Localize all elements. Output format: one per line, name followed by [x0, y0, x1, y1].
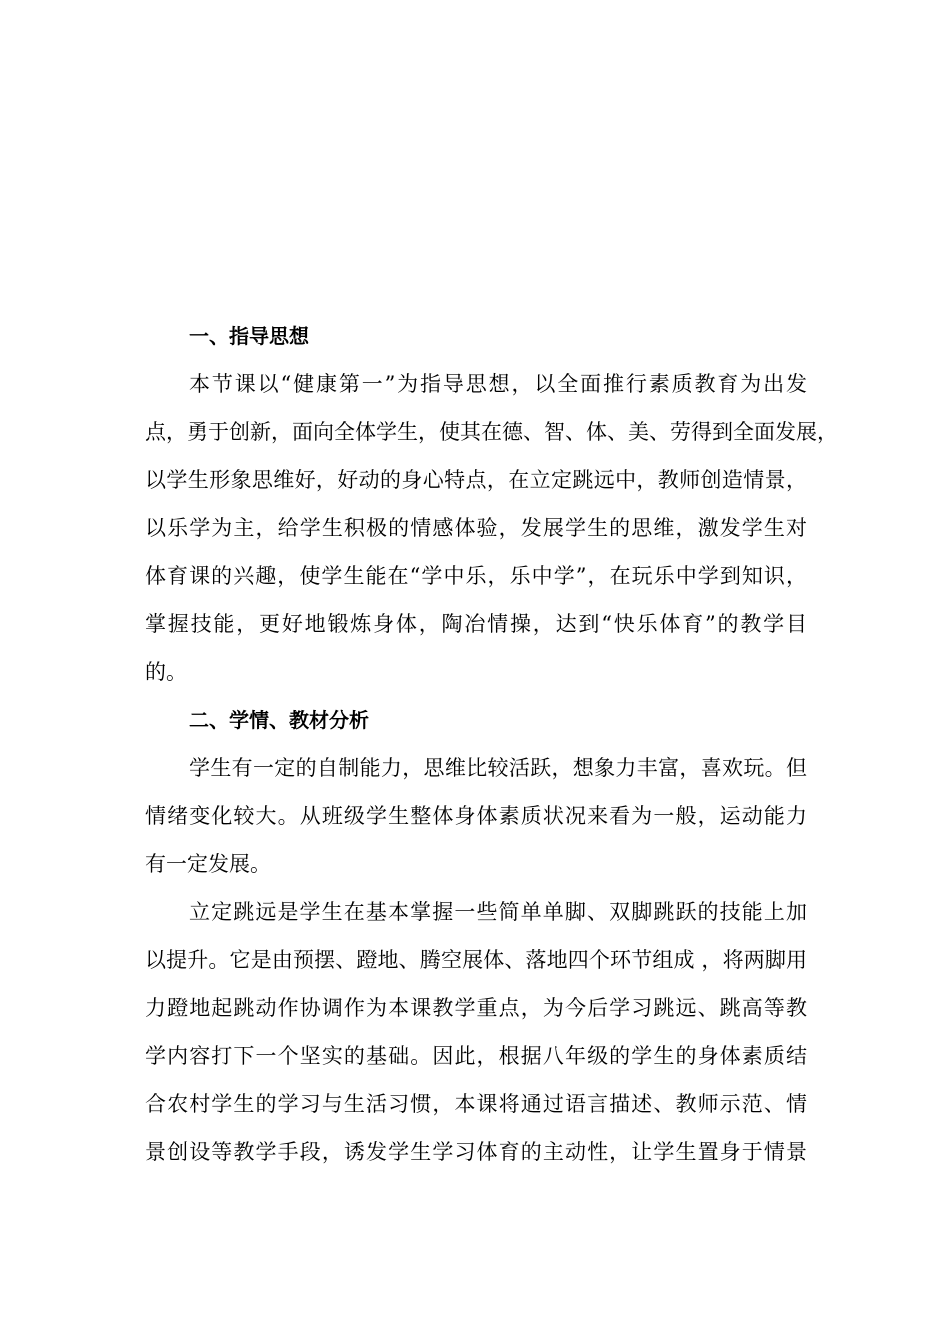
- paragraph-line: 以乐学为主，给学生积极的情感体验，发展学生的思维，激发学生对: [145, 516, 807, 540]
- paragraph-student-analysis: [145, 744, 807, 888]
- section-heading-analysis: 二、学情、教材分析: [189, 708, 369, 732]
- paragraph-line: 景创设等教学手段，诱发学生学习体育的主动性，让学生置身于情景: [145, 1140, 807, 1164]
- paragraph-material-analysis: [145, 888, 807, 1176]
- paragraph-line: 情绪变化较大。从班级学生整体身体素质状况来看为一般，运动能力: [145, 804, 807, 828]
- paragraph-guiding-thought: [145, 360, 838, 696]
- paragraph-line: 掌握技能，更好地锻炼身体，陶冶情操，达到“快乐体育”的教学目: [145, 612, 807, 636]
- paragraph-line: 立定跳远是学生在基本掌握一些简单单脚、双脚跳跃的技能上加: [189, 900, 807, 924]
- paragraph-line: 合农村学生的学习与生活习惯，本课将通过语言描述、教师示范、情: [145, 1092, 807, 1116]
- paragraph-line: 的。: [145, 660, 187, 684]
- paragraph-line: 有一定发展。: [145, 852, 271, 876]
- paragraph-line: 学内容打下一个坚实的基础。因此，根据八年级的学生的身体素质结: [145, 1044, 807, 1068]
- document-page: [145, 312, 838, 1176]
- paragraph-line: 学生有一定的自制能力，思维比较活跃，想象力丰富，喜欢玩。但: [189, 756, 807, 780]
- paragraph-line: 力蹬地起跳动作协调作为本课教学重点，为今后学习跳远、跳高等教: [145, 996, 807, 1020]
- paragraph-line: 以学生形象思维好，好动的身心特点，在立定跳远中，教师创造情景，: [145, 468, 807, 492]
- paragraph-line: 本节课以“健康第一”为指导思想，以全面推行素质教育为出发: [189, 372, 807, 396]
- paragraph-line: 体育课的兴趣，使学生能在“学中乐，乐中学”，在玩乐中学到知识，: [145, 564, 807, 588]
- section-heading-guiding-thought: 一、指导思想: [189, 324, 309, 348]
- paragraph-line: 点，勇于创新，面向全体学生，使其在德、智、体、美、劳得到全面发展，: [145, 420, 838, 444]
- paragraph-line: 以提升。它是由预摆、蹬地、腾空展体、落地四个环节组成 ，将两脚用: [145, 948, 807, 972]
